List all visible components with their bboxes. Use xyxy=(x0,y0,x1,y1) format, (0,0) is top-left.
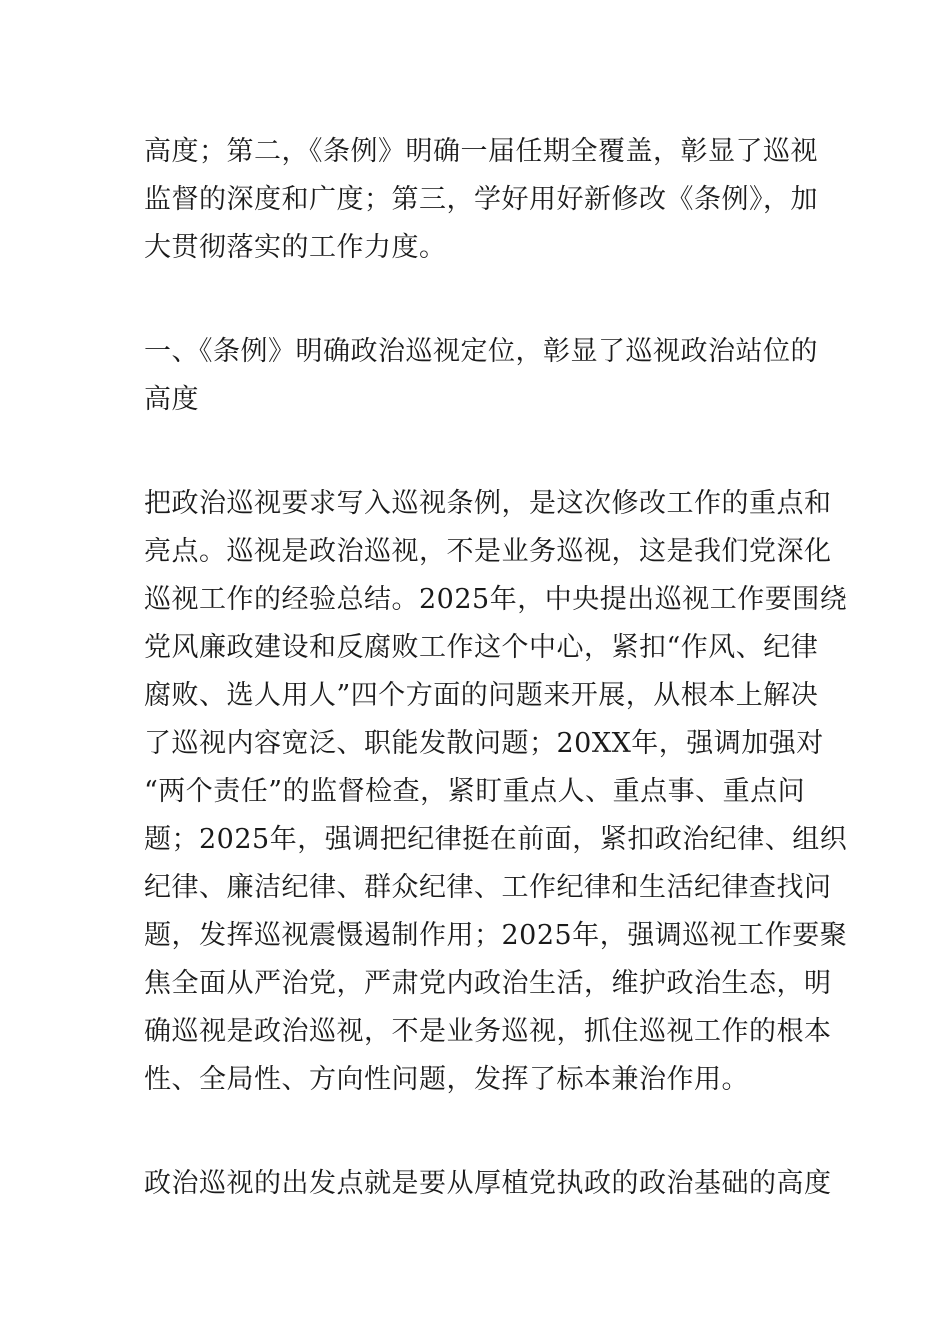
heading-line: 高度 xyxy=(144,384,199,415)
text-line: 腐败、选人用人”四个方面的问题来开展，从根本上解决 xyxy=(144,680,819,711)
text-line: 巡视工作的经验总结。2025年，中央提出巡视工作要围绕 xyxy=(144,584,848,615)
text-line: 高度；第二，《条例》明确一届任期全覆盖，彰显了巡视 xyxy=(144,136,818,167)
text-line: 焦全面从严治党，严肃党内政治生活，维护政治生态，明 xyxy=(144,968,832,999)
text-line: 确巡视是政治巡视，不是业务巡视，抓住巡视工作的根本 xyxy=(144,1016,832,1047)
text-line: 政治巡视的出发点就是要从厚植党执政的政治基础的高度 xyxy=(144,1168,832,1199)
text-line: 纪律、廉洁纪律、群众纪律、工作纪律和生活纪律查找问 xyxy=(144,872,832,903)
text-line: 党风廉政建设和反腐败工作这个中心，紧扣“作风、纪律 xyxy=(144,632,819,663)
text-line: 把政治巡视要求写入巡视条例，是这次修改工作的重点和 xyxy=(144,488,832,519)
text-line: 性、全局性、方向性问题，发挥了标本兼治作用。 xyxy=(144,1064,749,1095)
text-line: 题；2025年，强调把纪律挺在前面，紧扣政治纪律、组织 xyxy=(144,824,848,855)
text-line: 监督的深度和广度；第三，学好用好新修改《条例》，加 xyxy=(144,184,818,215)
text-line: 大贯彻落实的工作力度。 xyxy=(144,232,447,263)
heading-line: 一、《条例》明确政治巡视定位，彰显了巡视政治站位的 xyxy=(144,336,818,367)
text-line: 亮点。巡视是政治巡视，不是业务巡视，这是我们党深化 xyxy=(144,536,832,567)
text-line: 题，发挥巡视震慑遏制作用；2025年，强调巡视工作要聚 xyxy=(144,920,848,951)
text-line: 了巡视内容宽泛、职能发散问题；20XX年，强调加强对 xyxy=(144,728,824,759)
text-line: “两个责任”的监督检查，紧盯重点人、重点事、重点问 xyxy=(144,776,806,807)
